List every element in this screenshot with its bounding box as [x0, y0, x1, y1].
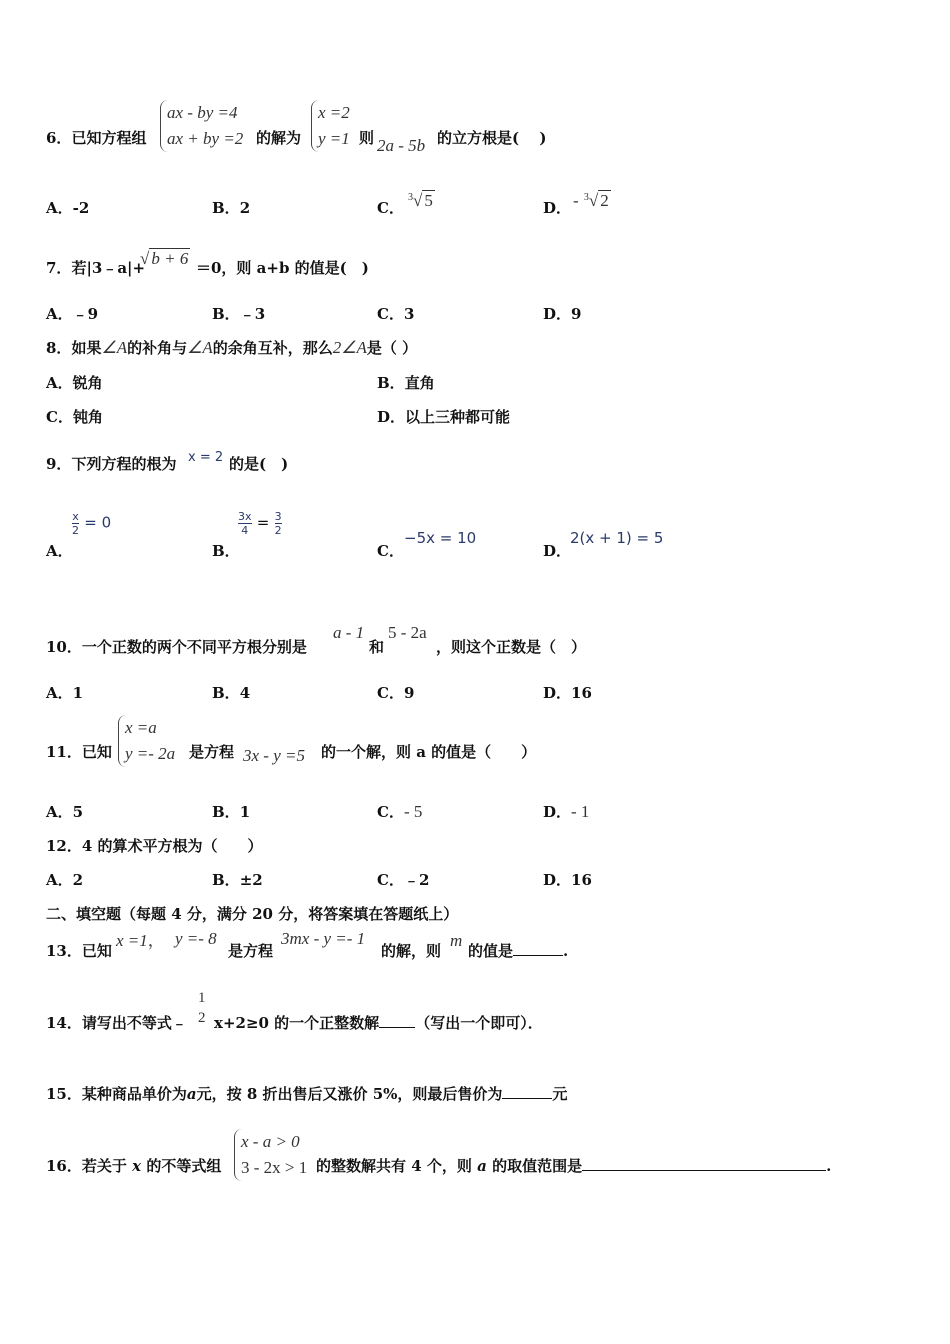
q8-stem: 8．如果∠A的补角与∠A的余角互补，那么2∠A是（ ）	[46, 338, 418, 357]
q11-system: x =a y =- 2a	[118, 715, 175, 767]
q9-option-d-equation: 2(x + 1) = 5	[570, 529, 664, 547]
q6-stem: 6．已知方程组	[46, 129, 147, 147]
q12-option-a[interactable]: A．2	[46, 871, 84, 889]
q14-answer-blank[interactable]	[379, 1027, 415, 1028]
q6-number: 6．	[46, 129, 72, 147]
q14-question-tail: x+2≥0 的一个正整数解 （写出一个即可）．	[214, 1014, 543, 1032]
q16-system: x - a > 0 3 - 2x > 1	[234, 1129, 307, 1181]
q16-answer-blank[interactable]	[582, 1170, 826, 1171]
q6-option-c-cube-root: $^3$√ 5	[408, 191, 433, 210]
q6-question-tail: 的立方根是( )	[437, 129, 547, 147]
q12-option-b[interactable]: B．±2	[212, 871, 263, 889]
q11-option-c[interactable]: C．- 5	[377, 802, 423, 821]
q9-option-a-equation: $\frac{x}{2}$ = 0	[72, 510, 112, 537]
q13-stem: 13．已知	[46, 942, 112, 960]
q10-option-b[interactable]: B．4	[212, 684, 251, 702]
q9-option-c-equation: −5x = 10	[404, 529, 477, 547]
q14-fraction: 1 2	[198, 990, 206, 1026]
q13-question-tail: 的值是 .	[468, 942, 569, 960]
q8-option-d[interactable]: D．以上三种都可能	[377, 408, 511, 426]
q12-stem: 12．4 的算术平方根为（ ）	[46, 837, 263, 855]
q10-root-2: 5 - 2a	[388, 623, 427, 642]
q13-equation: 3mx - y =- 1	[281, 929, 366, 948]
q10-option-a[interactable]: A．1	[46, 684, 84, 702]
q6-option-d-cube-root: - $^3$√ 2	[573, 191, 609, 210]
q11-option-b[interactable]: B．1	[212, 803, 251, 821]
q11-option-d[interactable]: D．- 1	[543, 802, 590, 821]
q15-stem: 15．某种商品单价为a元，按 8 折出售后又涨价 5%，则最后售价为 元	[46, 1085, 568, 1103]
q9-option-b-equation: $\frac{3x}{4}$ = $\frac{3}{2}$	[238, 510, 282, 537]
q10-option-d[interactable]: D．16	[543, 684, 592, 702]
q8-option-c[interactable]: C．钝角	[46, 408, 103, 426]
q7-option-b[interactable]: B．﹣3	[212, 305, 266, 323]
q8-option-a[interactable]: A．锐角	[46, 374, 103, 392]
q10-question-tail: ，则这个正数是（ ）	[436, 638, 587, 656]
q7-sqrt: √ b + 6	[140, 249, 189, 268]
q10-option-c[interactable]: C．9	[377, 684, 415, 702]
q9-option-a[interactable]: A．	[46, 542, 73, 560]
q12-option-d[interactable]: D．16	[543, 871, 592, 889]
q6-text-solution-is: 的解为	[256, 129, 302, 147]
q9-option-c[interactable]: C．	[377, 542, 404, 560]
q16-stem: 16．若关于 x 的不等式组	[46, 1157, 222, 1175]
q6-option-b[interactable]: B．2	[212, 199, 251, 217]
q15-answer-blank[interactable]	[502, 1098, 552, 1099]
q9-question-tail: 的是( )	[229, 455, 289, 473]
q11-option-a[interactable]: A．5	[46, 803, 84, 821]
q9-option-b[interactable]: B．	[212, 542, 240, 560]
q14-stem: 14．请写出不等式﹣	[46, 1014, 187, 1032]
q9-root-expr: x = 2	[188, 450, 224, 465]
q6-system-equations: ax - by =4 ax + by =2	[160, 100, 243, 152]
q7-option-a[interactable]: A．﹣9	[46, 305, 99, 323]
q6-option-c[interactable]: C．	[377, 199, 404, 217]
q12-option-c[interactable]: C．﹣2	[377, 871, 430, 889]
q6-expression: 2a - 5b	[377, 136, 426, 155]
q9-stem: 9．下列方程的根为	[46, 455, 177, 473]
q10-root-1: a - 1	[333, 623, 365, 642]
q6-option-a[interactable]: A．-2	[46, 199, 90, 217]
q7-option-d[interactable]: D．9	[543, 305, 582, 323]
q11-equation: 3x - y =5	[243, 746, 305, 765]
q6-system-solution: x =2 y =1	[311, 100, 350, 152]
q7-option-c[interactable]: C．3	[377, 305, 415, 323]
q7-question-tail: ＝0，则 a+b 的值是( )	[196, 259, 369, 277]
q11-stem: 11．已知	[46, 743, 112, 761]
q16-question-tail: 的整数解共有 4 个，则 a 的取值范围是 .	[316, 1157, 832, 1175]
q8-option-b[interactable]: B．直角	[377, 374, 435, 392]
q11-question-tail: 的一个解，则 a 的值是（ ）	[321, 743, 537, 761]
q9-option-d[interactable]: D．	[543, 542, 572, 560]
section-heading-fill-in: 二、填空题（每题 4 分，满分 20 分，将答案填在答题纸上）	[46, 905, 459, 923]
q10-stem: 10．一个正数的两个不同平方根分别是	[46, 638, 307, 656]
q7-stem: 7．若|3﹣a|+	[46, 259, 146, 277]
q6-option-d[interactable]: D．	[543, 199, 572, 217]
q13-answer-blank[interactable]	[513, 955, 563, 956]
